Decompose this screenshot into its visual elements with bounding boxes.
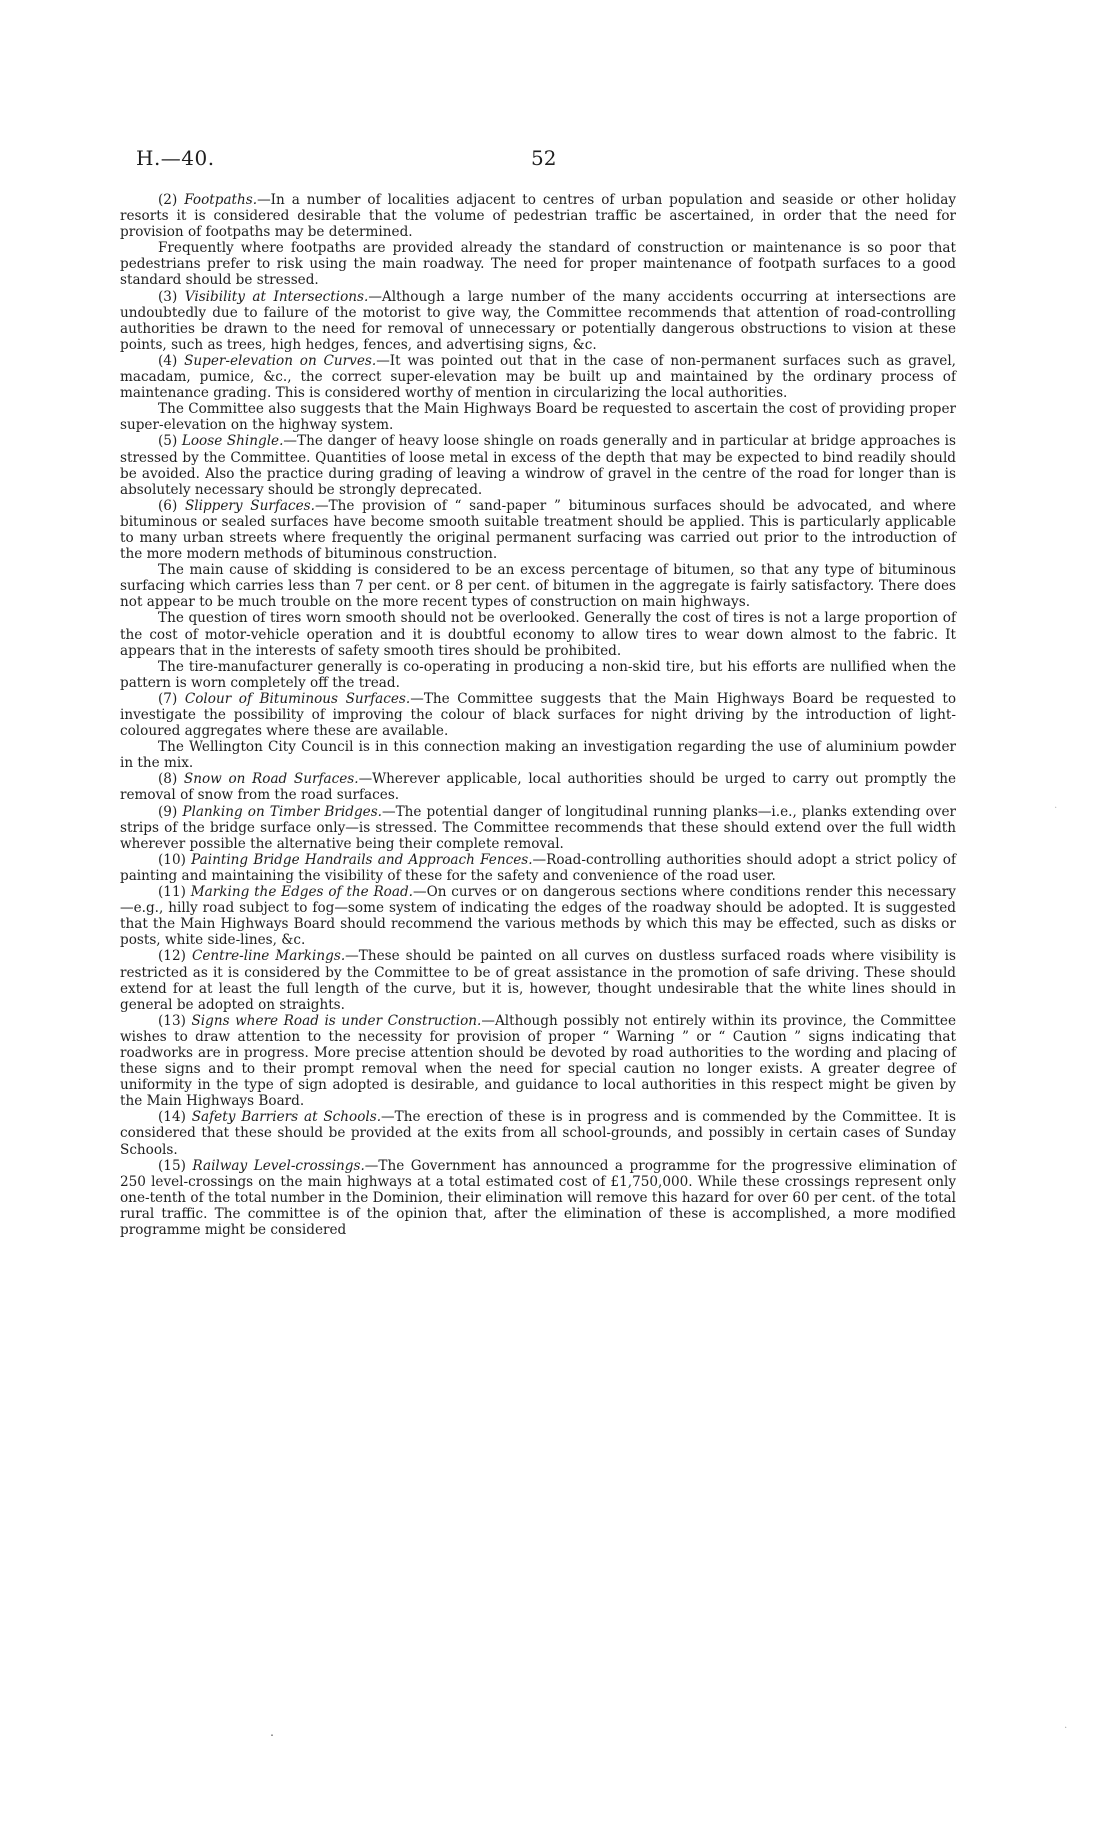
item-title: Planking on Timber Bridges. [182,803,383,820]
paragraph-super-elevation: (4) Super-elevation on Curves.—It was pointed out that in the case of non-permanent surfaces such as gravel, macadam, pumice, &c., the correct super-elevation may be built up and maintained by the ordinary process of maintenance grading. This is considered worthy of mention in circularizing the local authorities. [120,352,957,402]
paragraph-signs-under-construction: (13) Signs where Road is under Construction.—Although possibly not entirely within its province, the Committee wishes to draw attention to the necessity for provision of proper “ Warning ” or “ Caution ” signs indicating that roadworks are in progress. More precise attention should be devoted by road authorities to the wording and placing of these signs and to their prompt removal when the need for special caution no longer exists. A greater degree of uniformity in the type of sign adopted is desirable, and guidance to local authorities in this respect might be given by the Main Highways Board. [120,1012,956,1110]
item-title: Slippery Surfaces. [184,497,315,514]
item-title: Painting Bridge Handrails and Approach Fences. [191,851,533,868]
paragraph-safety-barriers: (14) Safety Barriers at Schools.—The erection of these is in progress and is commended by the Committee. It is considered that these should be provided at the exits from all school-grounds, and possibly in certain cases of Sunday Schools. [120,1109,956,1158]
item-title: Loose Shingle. [181,433,284,450]
scan-speck: ․ [1064,1720,1068,1731]
paragraph-colour-of-bituminous-surfaces: (7) Colour of Bituminous Surfaces.—The Committee suggests that the Main Highways Board be requested to investigate the possibility of improving the colour of black surfaces for night driving by the introduction of light-coloured aggregates where these are available. [120,690,957,740]
paragraph-railway-level-crossings: (15) Railway Level-crossings.—The Government has announced a programme for the progressive elimination of 250 level-crossings on the main highways at a total estimated cost of £1,750,000. While these crossings represent only one-tenth of the total number in the Dominion, their elimination will remove this hazard for over 60 per cent. of the total rural traffic. The committee is of the opinion that, after the elimination of these is accomplished, a more modified programme might be considered [120,1157,956,1238]
item-title: Super-elevation on Curves. [184,352,377,369]
paragraph: Frequently where footpaths are provided already the standard of construction or maintenance is so poor that pedestrians prefer to risk using the main roadway. The need for proper maintenance of footpath surfaces to a good standard should be stressed. [120,240,956,289]
item-title: Visibility at Intersections. [184,288,369,305]
body-text [120,192,956,1238]
item-title: Railway Level-crossings. [192,1157,365,1174]
paragraph: The tire-manufacturer generally is co-operating in producing a non-skid tire, but his efforts are nullified when the pattern is worn completely off the tread. [120,658,956,691]
paragraph-visibility-at-intersections: (3) Visibility at Intersections.—Although a large number of the many accidents occurring at intersections are undoubtedly due to failure of the motorist to give way, the Committee recommends that attention of road-controlling authorities be drawn to the need for removal of unnecessary or potentially dangerous obstructions to vision at these points, such as trees, high hedges, fences, and advertising signs, &c. [120,288,956,353]
page-header [136,146,956,176]
page-number: 52 [531,146,557,170]
paragraph-centre-line-markings: (12) Centre-line Markings.—These should be painted on all curves on dustless surfaced roads where visibility is restricted as it is considered by the Committee to be of great assistance in the promotion of safe driving. These should extend for at least the full length of the curve, but it is, however, thought undesirable that the white lines should in general be adopted on straights. [120,948,956,1013]
paragraph: The question of tires worn smooth should not be overlooked. Generally the cost of tires is not a large proportion of the cost of motor-vehicle operation and it is doubtful economy to allow tires to wear down almost to the fabric. It appears that in the interests of safety smooth tires should be prohibited. [120,610,956,659]
document-reference: H.—40. [136,146,215,170]
paragraph-planking-on-timber-bridges: (9) Planking on Timber Bridges.—The potential danger of longitudinal running planks—i.e., planks extending over strips of the bridge surface only—is stressed. The Committee recommends that these should extend over the full width wherever possible the alternative being their complete removal. [120,803,956,852]
item-title: Footpaths. [184,192,258,208]
item-title: Centre-line Markings. [191,948,346,965]
paragraph: The Wellington City Council is in this connection making an investigation regarding the use of aluminium powder in the mix. [120,739,956,772]
paragraph: The main cause of skidding is considered to be an excess percentage of bitumen, so that any type of bituminous surfacing which carries less than 7 per cent. or 8 per cent. of bitumen in the aggregate is fairly satisfactory. There does not appear to be much trouble on the more recent types of construction on main highways. [120,562,956,611]
paragraph-painting-bridge-handrails: (10) Painting Bridge Handrails and Approach Fences.—Road-controlling authorities should adopt a strict policy of painting and maintaining the visibility of these for the safety and convenience of the road user. [120,851,956,884]
scan-speck: ․ [270,1725,275,1739]
item-title: Signs where Road is under Construction. [191,1012,482,1029]
paragraph-snow-on-road-surfaces: (8) Snow on Road Surfaces.—Wherever applicable, local authorities should be urged to carry out promptly the removal of snow from the road surfaces. [120,771,957,804]
item-title: Marking the Edges of the Road. [190,884,413,901]
scan-speck: ․ [1054,800,1058,811]
paragraph-footpaths: (2) Footpaths.—In a number of localities adjacent to centres of urban population and seaside or other holiday resorts it is considered desirable that the volume of pedestrian traffic be ascertained, in order that the need for provision of footpaths may be determined. [120,192,956,241]
paragraph: The Committee also suggests that the Main Highways Board be requested to ascertain the cost of providing proper super-elevation on the highway system. [120,401,956,434]
paragraph-slippery-surfaces: (6) Slippery Surfaces.—The provision of “ sand-paper ” bituminous surfaces should be advocated, and where bituminous or sealed surfaces have become smooth suitable treatment should be applied. This is particularly applicable to many urban streets where frequently the original permanent surfacing was carried out prior to the introduction of the more modern methods of bituminous construction. [120,497,956,563]
paragraph-marking-the-edges: (11) Marking the Edges of the Road.—On curves or on dangerous sections where conditions render this necessary—e.g., hilly road subject to fog—some system of indicating the edges of the roadway should be adopted. It is suggested that the Main Highways Board should recommend the various methods by which this may be effected, such as disks or posts, white side-lines, &c. [120,884,956,949]
item-title: Safety Barriers at Schools. [191,1109,382,1126]
paragraph-loose-shingle: (5) Loose Shingle.—The danger of heavy loose shingle on roads generally and in particular at bridge approaches is stressed by the Committee. Quantities of loose metal in excess of the depth that may be expected to bind readily should be avoided. Also the practice during grading of leaving a windrow of gravel in the centre of the road for longer than is absolutely necessary should be strongly deprecated. [120,433,956,498]
item-title: Snow on Road Surfaces. [183,771,359,788]
item-title: Colour of Bituminous Surfaces. [184,690,411,707]
